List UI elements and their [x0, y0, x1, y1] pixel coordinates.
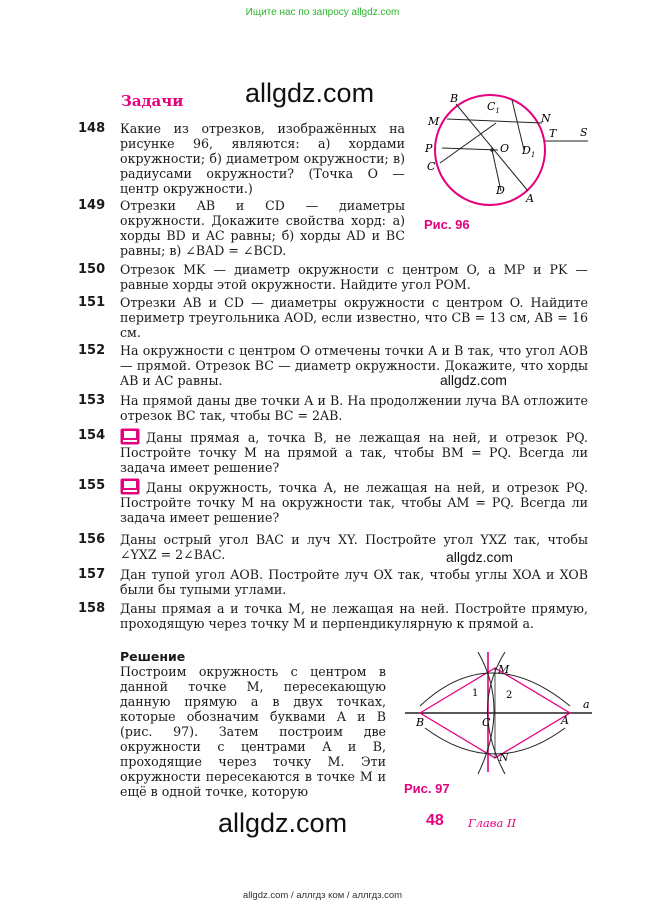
label-a: a	[583, 698, 590, 711]
figure-97-caption: Рис. 97	[404, 781, 450, 796]
label-O: O	[500, 142, 510, 155]
problem-body	[120, 428, 588, 475]
problem-156	[78, 532, 588, 564]
footer-links[interactable]: allgdz.com / аллгдз ком / аллгдз.com	[242, 890, 403, 901]
watermark: allgdz.com	[446, 549, 513, 565]
problem-158	[78, 601, 588, 647]
header-link[interactable]: Ищите нас по запросу allgdz.com	[245, 7, 400, 18]
label-S: S	[580, 126, 588, 139]
computer-icon	[120, 428, 140, 445]
label-N: N	[541, 112, 551, 125]
chord-P-D1	[442, 148, 498, 150]
label-D: D	[496, 184, 505, 197]
problem-number: 149	[78, 198, 106, 213]
problem-155	[78, 478, 588, 526]
page-number: 48	[426, 812, 444, 829]
label-N: N	[499, 751, 509, 764]
problem-text: Отрезки AB и CD — диаметры окружности. Докажите свойства хорд: а) хорды BD и AC равны; б) хорды AD и BC равны; в) ∠BAD = ∠BCD.	[120, 198, 405, 258]
problem-number: 153	[78, 393, 106, 408]
problem-number: 154	[78, 428, 106, 443]
watermark: allgdz.com	[440, 372, 507, 388]
figure-96-caption: Рис. 96	[424, 217, 470, 232]
problem-text: На прямой даны две точки A и B. На продолжении луча BA отложите отрезок BC так, чтобы BC = 2AB.	[120, 393, 588, 423]
label-A: A	[526, 192, 534, 205]
problem-text: Дан тупой угол AOB. Постройте луч OX так, чтобы углы XOA и XOB были бы тупыми углами.	[120, 567, 588, 597]
segment-C1-D1	[512, 100, 524, 150]
chord-MN	[447, 119, 542, 123]
chord-C-C1	[440, 123, 496, 163]
chord-BA	[456, 104, 528, 191]
watermark: allgdz.com	[245, 78, 375, 108]
problem-153	[78, 393, 588, 425]
problem-number: 156	[78, 532, 106, 547]
label-B: B	[450, 92, 459, 105]
point-O	[490, 148, 494, 152]
solution-title: Решение	[120, 649, 186, 664]
section-title: Задачи	[121, 92, 184, 110]
problem-number: 157	[78, 567, 106, 582]
problem-152	[78, 343, 588, 389]
problem-text: Даны окружность, точка A, не лежащая на ней, и отрезок PQ. Постройте точку M на окружности так, чтобы AM = PQ. Всегда ли задача имеет решение?	[120, 480, 588, 525]
label-C1: $C_1$	[487, 100, 500, 115]
label-2: 2	[506, 690, 513, 701]
problem-text: Даны прямая a, точка B, не лежащая на ней, и отрезок PQ. Постройте точку M на прямой a так, чтобы BM = PQ. Всегда ли задача имеет решение?	[120, 430, 588, 475]
label-C: C	[482, 716, 491, 729]
problem-number: 155	[78, 478, 106, 493]
problem-151	[78, 295, 588, 341]
problem-text: Даны острый угол BAC и луч XY. Постройте угол YXZ так, чтобы ∠YXZ = 2∠BAC.	[120, 532, 588, 562]
label-D1: $D_1$	[522, 144, 536, 159]
figure-96	[420, 88, 600, 213]
solution-text: Построим окружность с центром в данной точке M, пересекающую данную прямую a в двух точках, которые обозначим буквами A и B (рис. 97). Затем построим две окружности с центрами A и B, проходящие через точку M. Эти окружности пересекаются в точке M и ещё в одной точке, которую	[120, 664, 386, 799]
chapter-label: Глава II	[468, 816, 517, 830]
problem-number: 152	[78, 343, 106, 358]
problem-text: Какие из отрезков, изображённых на рисунке 96, являются: а) хордами окружности; б) диаметром окружности; в) радиусами окружности? (Точка O — центр окружности.)	[120, 121, 405, 196]
problem-157	[78, 567, 588, 599]
problem-number: 158	[78, 601, 106, 616]
figure-97	[400, 648, 600, 778]
computer-icon	[120, 478, 140, 495]
label-M: M	[498, 663, 510, 676]
problem-text: Даны прямая a и точка M, не лежащая на ней. Постройте прямую, проходящую через точку M и перпендикулярную к прямой a.	[120, 601, 588, 631]
label-T: T	[549, 127, 557, 140]
problem-text: Отрезок MK — диаметр окружности с центром O, а MP и PK — равные хорды этой окружности. Найдите угол POM.	[120, 262, 588, 292]
problem-number: 151	[78, 295, 106, 310]
label-P: P	[425, 142, 433, 155]
label-A: A	[561, 714, 569, 727]
problem-150	[78, 262, 588, 294]
label-C: C	[427, 160, 436, 173]
label-B: B	[416, 716, 425, 729]
label-1: 1	[472, 688, 479, 699]
problem-body	[120, 478, 588, 525]
problem-text: Отрезки AB и CD — диаметры окружности с центром O. Найдите периметр треугольника AOD, если известно, что CB = 13 см, AB = 16 см.	[120, 295, 588, 340]
problem-154	[78, 428, 588, 476]
watermark: allgdz.com	[218, 808, 348, 838]
problem-text: На окружности с центром O отмечены точки A и B так, что угол AOB — прямой. Отрезок BC — диаметр окружности. Докажите, что хорды AB и AC равны.	[120, 343, 588, 388]
problem-number: 150	[78, 262, 106, 277]
label-M: M	[428, 115, 440, 128]
problem-number: 148	[78, 121, 106, 136]
